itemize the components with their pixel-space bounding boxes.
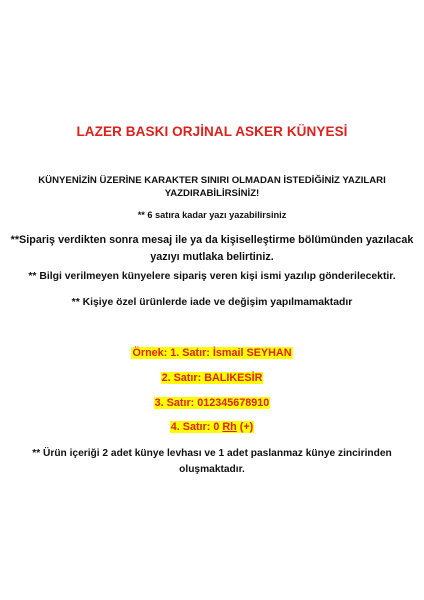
example-line-1 [0,347,424,359]
example-line-3 [0,397,424,409]
rows-note: ** 6 satıra kadar yazı yazabilirsiniz [137,210,287,220]
content-note [0,446,424,478]
intro-paragraph [0,174,424,200]
return-note: ** Kişiye özel ürünlerde iade ve değişim yapılmamaktadır [71,297,353,308]
example-line-4-rh: Rh [222,421,237,433]
example-line-4-prefix: 4. Satır: 0 [170,421,223,433]
example-line-4-text [170,421,255,433]
example-line-3-text: 3. Satır: 012345678910 [154,397,270,409]
example-line-4-suffix: (+) [236,421,254,433]
example-line-2 [0,372,424,384]
content-note-line-2: oluşmaktadır. [179,464,245,475]
example-line-4 [0,421,424,433]
order-note-line-1: **Sipariş verdikten sonra mesaj ile ya da kişiselleştirme bölümünden yazılacak [10,234,414,246]
intro-line-1: KÜNYENİZİN ÜZERİNE KARAKTER SINIRI OLMADAN İSTEDİĞİNİZ YAZILARI [38,175,386,186]
document-title: LAZER BASKI ORJİNAL ASKER KÜNYESİ [76,124,348,139]
example-line-1-text: Örnek: 1. Satır: İsmail SEYHAN [132,347,292,359]
intro-line-2: YAZDIRABİLİRSİNİZ! [164,188,260,199]
info-note: ** Bilgi verilmeyen künyelere sipariş veren kişi ismi yazılıp gönderilecektir. [28,271,396,282]
content-note-line-1: ** Ürün içeriği 2 adet künye levhası ve 1 adet paslanmaz künye zincirinden [32,448,392,459]
order-note-line-2: yazıyı mutlaka belirtiniz. [150,251,274,263]
order-note [0,232,424,266]
example-line-2-text: 2. Satır: BALIKESİR [161,372,263,384]
